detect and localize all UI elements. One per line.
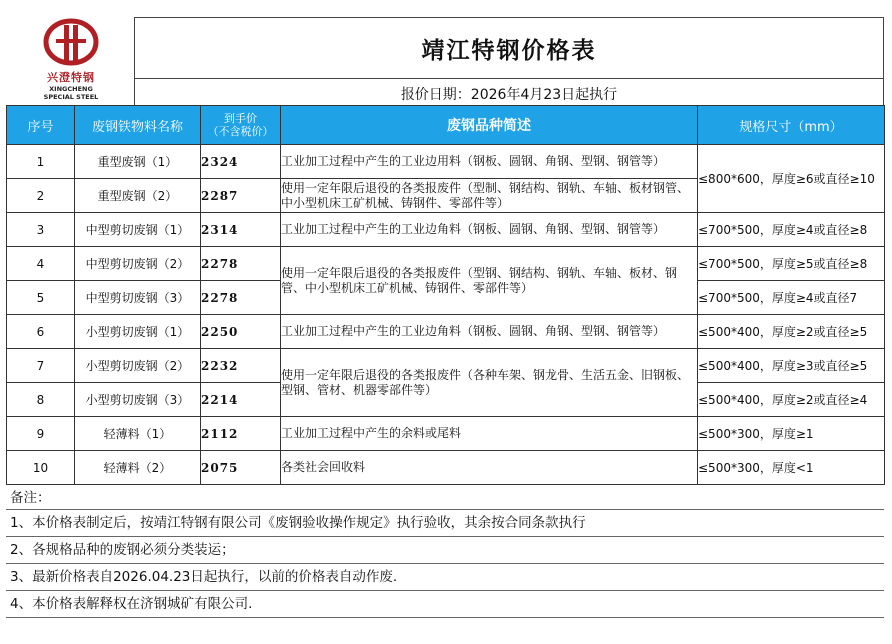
table-row	[7, 349, 885, 383]
row-spec: ≤500*300，厚度<1	[698, 451, 885, 485]
row-spec: ≤700*500，厚度≥4或直径≥8	[698, 213, 885, 247]
header-price-sub: （不含税价）	[207, 125, 274, 138]
row-name: 重型废钢（2）	[75, 179, 201, 213]
note-item: 3、最新价格表自2026.04.23日起执行，以前的价格表自动作废.	[6, 564, 884, 591]
row-seq: 4	[7, 247, 75, 281]
row-name: 小型剪切废钢（1）	[75, 315, 201, 349]
row-seq: 10	[7, 451, 75, 485]
table-row	[7, 145, 885, 179]
header-spec: 规格尺寸（mm）	[698, 106, 885, 145]
notes-section	[6, 487, 884, 617]
row-price: 2112	[201, 417, 281, 451]
row-price: 2214	[201, 383, 281, 417]
row-seq: 8	[7, 383, 75, 417]
row-price: 2250	[201, 315, 281, 349]
row-seq: 5	[7, 281, 75, 315]
header-desc: 废钢品种简述	[281, 106, 698, 145]
row-price: 2287	[201, 179, 281, 213]
row-desc: 工业加工过程中产生的工业边角料（钢板、圆钢、角钢、型钢、钢管等）	[281, 315, 698, 349]
header-price	[201, 106, 281, 145]
notes-heading: 备注：	[6, 487, 884, 510]
row-price: 2232	[201, 349, 281, 383]
quote-date: 报价日期：2026年4月23日起执行	[134, 79, 884, 110]
row-name: 中型剪切废钢（1）	[75, 213, 201, 247]
table-row	[7, 417, 885, 451]
row-seq: 1	[7, 145, 75, 179]
row-spec: ≤800*600，厚度≥6或直径≥10	[698, 145, 885, 213]
logo-emblem-icon	[42, 17, 100, 67]
row-seq: 2	[7, 179, 75, 213]
logo-en-line1: XINGCHENG	[49, 85, 93, 93]
header-seq: 序号	[7, 106, 75, 145]
table-row	[7, 213, 885, 247]
row-desc: 使用一定年限后退役的各类报废件（型制、钢结构、钢轨、车轴、板材钢管、中小型机床工矿机械、铸钢件、零部件等）	[281, 179, 698, 213]
row-desc: 工业加工过程中产生的余料或尾料	[281, 417, 698, 451]
row-seq: 3	[7, 213, 75, 247]
row-name: 中型剪切废钢（2）	[75, 247, 201, 281]
row-desc: 工业加工过程中产生的工业边用料（钢板、圆钢、角钢、型钢、钢管等）	[281, 145, 698, 179]
row-name: 小型剪切废钢（3）	[75, 383, 201, 417]
table-row	[7, 247, 885, 281]
row-price: 2278	[201, 247, 281, 281]
row-spec: ≤500*400，厚度≥2或直径≥4	[698, 383, 885, 417]
note-item: 2、各规格品种的废钢必须分类装运；	[6, 537, 884, 564]
row-desc: 工业加工过程中产生的工业边角料（钢板、圆钢、角钢、型钢、钢管等）	[281, 213, 698, 247]
row-price: 2278	[201, 281, 281, 315]
company-logo	[8, 9, 134, 103]
page-title-text: 靖江特钢价格表	[421, 36, 597, 64]
row-spec: ≤500*400，厚度≥2或直径≥5	[698, 315, 885, 349]
row-seq: 9	[7, 417, 75, 451]
header-name: 废钢铁物料名称	[75, 106, 201, 145]
page-title	[134, 17, 884, 79]
row-spec: ≤500*400，厚度≥3或直径≥5	[698, 349, 885, 383]
row-name: 重型废钢（1）	[75, 145, 201, 179]
row-spec: ≤500*300，厚度≥1	[698, 417, 885, 451]
table-row	[7, 451, 885, 485]
header-price-main: 到手价	[224, 112, 257, 125]
table-header-row	[7, 106, 885, 145]
note-item: 4、本价格表解释权在济钢城矿有限公司.	[6, 591, 884, 618]
row-name: 中型剪切废钢（3）	[75, 281, 201, 315]
row-price: 2324	[201, 145, 281, 179]
row-spec: ≤700*500，厚度≥4或直径7	[698, 281, 885, 315]
logo-en-line2: SPECIAL STEEL	[43, 93, 99, 101]
row-price: 2075	[201, 451, 281, 485]
row-name: 轻薄料（2）	[75, 451, 201, 485]
row-seq: 7	[7, 349, 75, 383]
logo-cn-name: 兴澄特钢	[47, 71, 95, 84]
table-row	[7, 315, 885, 349]
row-name: 小型剪切废钢（2）	[75, 349, 201, 383]
note-item: 1、本价格表制定后，按靖江特钢有限公司《废钢验收操作规定》执行验收，其余按合同条款执行	[6, 510, 884, 537]
row-desc: 各类社会回收料	[281, 451, 698, 485]
row-desc: 使用一定年限后退役的各类报废件（各种车架、钢龙骨、生活五金、旧钢板、型钢、管材、机器零部件等）	[281, 349, 698, 417]
row-price: 2314	[201, 213, 281, 247]
price-table	[6, 105, 885, 485]
header	[6, 9, 884, 103]
row-spec: ≤700*500，厚度≥5或直径≥8	[698, 247, 885, 281]
row-desc: 使用一定年限后退役的各类报废件（型钢、钢结构、钢轨、车轴、板材、钢管、中小型机床工矿机械、铸钢件、零部件等）	[281, 247, 698, 315]
row-name: 轻薄料（1）	[75, 417, 201, 451]
row-seq: 6	[7, 315, 75, 349]
